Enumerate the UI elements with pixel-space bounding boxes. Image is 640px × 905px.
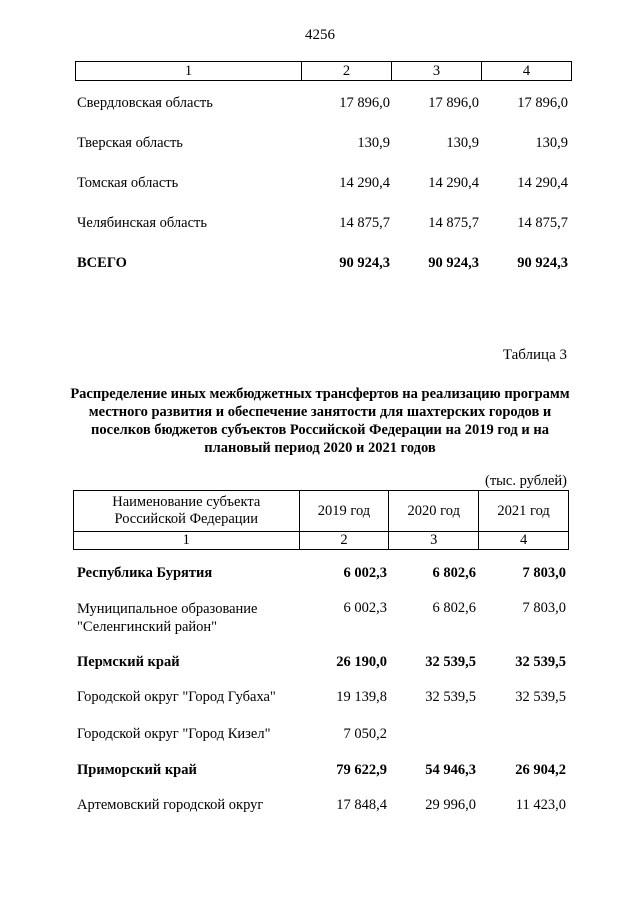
total-label: ВСЕГО	[77, 255, 127, 271]
value-2021: 26 904,2	[515, 762, 566, 778]
value-2019: 19 139,8	[336, 689, 387, 705]
municipality-name: Городской округ "Город Губаха"	[77, 689, 276, 705]
value-2020: 14 290,4	[428, 175, 479, 191]
value-2019: 17 896,0	[339, 95, 390, 111]
header-2019: 2019 год	[299, 491, 389, 532]
total-2019: 90 924,3	[339, 255, 390, 271]
table-row	[0, 762, 640, 782]
header-2021: 2021 год	[479, 491, 569, 532]
table1-header-col2: 2	[302, 62, 392, 81]
table-row	[0, 689, 640, 709]
municipality-name	[77, 600, 297, 636]
municipality-name-line2: "Селенгинский район"	[77, 619, 218, 635]
header-name-line2: Российской Федерации	[114, 511, 259, 527]
table-row	[0, 726, 640, 746]
table3-header	[73, 490, 569, 550]
header-name-line1: Наименование субъекта	[112, 494, 261, 510]
value-2019: 79 622,9	[336, 762, 387, 778]
header-name-cell	[74, 491, 300, 532]
header-num-col3: 3	[389, 532, 479, 550]
region-name: Приморский край	[77, 762, 197, 778]
region-name: Республика Бурятия	[77, 565, 213, 581]
value-2020: 29 996,0	[425, 797, 476, 813]
table-row	[0, 565, 640, 585]
value-2019: 14 290,4	[339, 175, 390, 191]
table-label: Таблица 3	[502, 347, 567, 363]
table-row	[0, 175, 640, 195]
value-2020: 6 802,6	[432, 600, 476, 616]
value-2021: 14 875,7	[517, 215, 568, 231]
value-2020: 54 946,3	[425, 762, 476, 778]
table-title: Распределение иных межбюджетных трансфертов на реализацию программ местного развития и обеспечение занятости для шахтерских городов и поселков бюджетов субъектов Российской Федерации на 2019 год и на плановый период 2020 и 2021 годов	[70, 386, 570, 456]
table-row	[0, 135, 640, 155]
value-2019: 130,9	[357, 135, 390, 151]
value-2021: 130,9	[535, 135, 568, 151]
region-name: Свердловская область	[77, 95, 213, 111]
municipality-name-line1: Муниципальное образование	[77, 601, 258, 617]
header-num-col2: 2	[299, 532, 389, 550]
header-num-col4: 4	[479, 532, 569, 550]
region-name: Томская область	[77, 175, 179, 191]
unit-note: (тыс. рублей)	[485, 473, 567, 489]
value-2021: 7 803,0	[522, 565, 566, 581]
table-row	[0, 797, 640, 817]
value-2020: 17 896,0	[428, 95, 479, 111]
value-2021: 7 803,0	[522, 600, 566, 616]
municipality-name: Городской округ "Город Кизел"	[77, 726, 271, 742]
value-2019: 17 848,4	[336, 797, 387, 813]
value-2020: 32 539,5	[425, 689, 476, 705]
header-num-col1: 1	[74, 532, 300, 550]
value-2019: 6 002,3	[343, 565, 387, 581]
value-2019: 26 190,0	[336, 654, 387, 670]
value-2020: 6 802,6	[432, 565, 476, 581]
value-2020: 130,9	[446, 135, 479, 151]
value-2021: 32 539,5	[515, 654, 566, 670]
table1-header	[75, 61, 572, 81]
table1-header-col4: 4	[482, 62, 572, 81]
table-row	[0, 654, 640, 674]
value-2019: 6 002,3	[343, 600, 387, 616]
table-row	[0, 600, 640, 638]
value-2019: 14 875,7	[339, 215, 390, 231]
table-row	[0, 215, 640, 235]
total-2020: 90 924,3	[428, 255, 479, 271]
value-2021: 11 423,0	[515, 797, 566, 813]
table-row	[0, 95, 640, 115]
page-number: 4256	[305, 27, 335, 43]
value-2021: 17 896,0	[517, 95, 568, 111]
table1-header-col3: 3	[392, 62, 482, 81]
value-2021: 14 290,4	[517, 175, 568, 191]
municipality-name: Артемовский городской округ	[77, 797, 264, 813]
region-name: Челябинская область	[77, 215, 207, 231]
header-2020: 2020 год	[389, 491, 479, 532]
table1-header-col1: 1	[76, 62, 302, 81]
region-name: Пермский край	[77, 654, 180, 670]
value-2019: 7 050,2	[343, 726, 387, 742]
region-name: Тверская область	[77, 135, 183, 151]
total-row	[0, 255, 640, 275]
value-2020: 14 875,7	[428, 215, 479, 231]
total-2021: 90 924,3	[517, 255, 568, 271]
value-2021: 32 539,5	[515, 689, 566, 705]
value-2020: 32 539,5	[425, 654, 476, 670]
